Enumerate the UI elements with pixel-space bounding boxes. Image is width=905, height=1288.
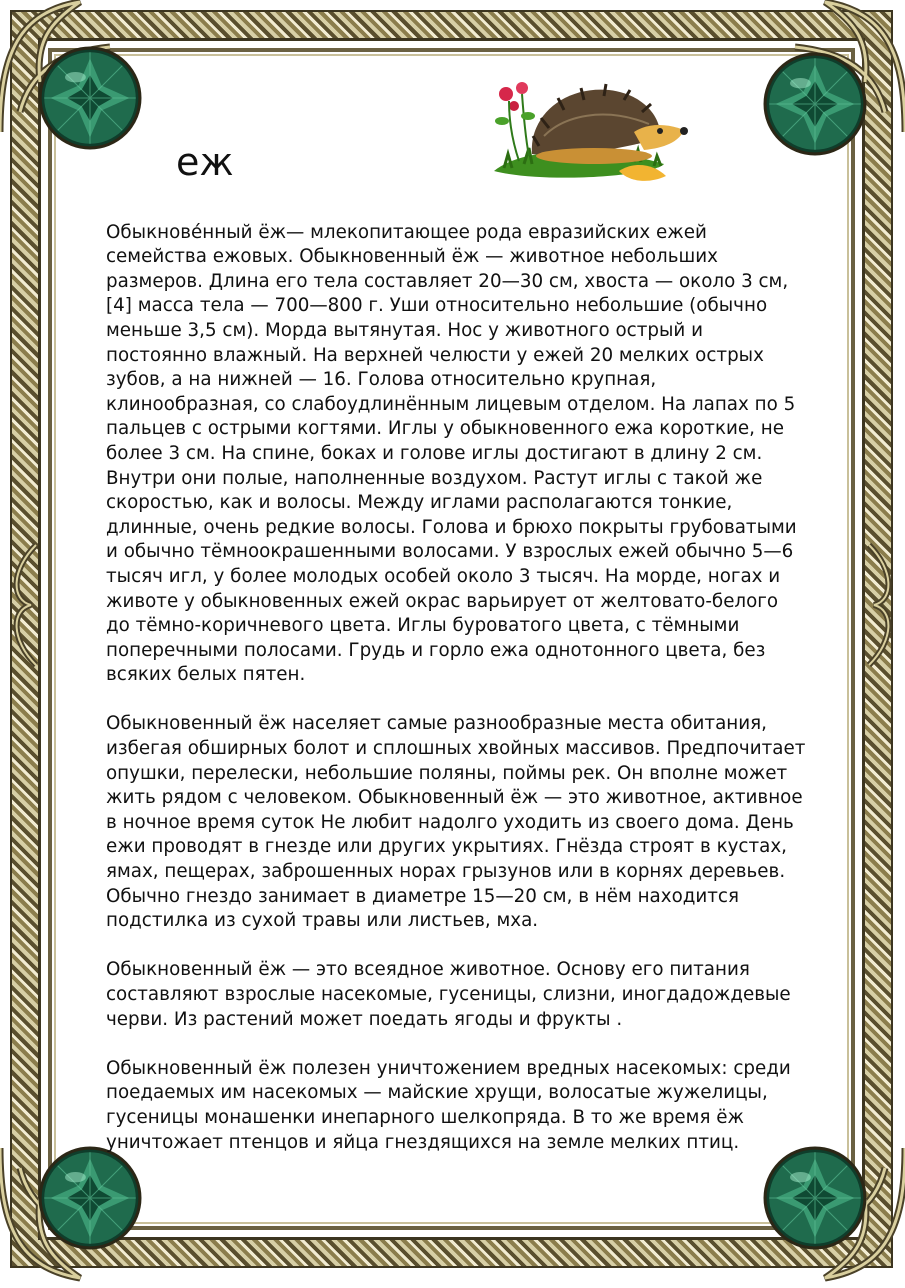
paragraph-habitat: Обыкновенный ёж населяет самые разнообразные места обитания, избегая обширных болот и сплошных хвойных массивов. Предпочитает опушки, перелески, небольшие поляны, поймы рек. Он вполне может жить рядом с человеком. Обыкновенный ёж — это животное, активное в ночное время суток Не любит надолго уходить из своего дома. День ежи проводят в гнезде или других укрытиях. Гнёзда строят в кустах, ямах, пещерах, заброшенных норах грызунов или в корнях деревьев. Обычно гнездо занимает в диаметре 15—20 см, в нём находится подстилка из сухой травы или листьев, мха. <box>106 713 806 932</box>
article-body <box>106 196 806 1180</box>
side-ornament-left <box>6 540 46 670</box>
paragraph-diet: Обыкновенный ёж — это всеядное животное. Основу его питания составляют взрослые насекомые, гусеницы, слизни, иногдадождевые черви. Из растений может поедать ягоды и фрукты . <box>106 959 791 1030</box>
paragraph-benefit: Обыкновенный ёж полезен уничтожением вредных насекомых: среди поедаемых им насекомых — майские хрущи, волосатые жужелицы, гусеницы монашенки инепарного шелкопряда. В то же время ёж уничтожает птенцов и яйца гнездящихся на земле мелких птиц. <box>106 1057 791 1153</box>
hedgehog-illustration <box>484 76 694 188</box>
emerald-gem-top-left <box>38 46 142 150</box>
side-ornament-right <box>859 540 899 670</box>
paragraph-description: Обыкнове́нный ёж— млекопитающее рода евразийских ежей семейства ежовых. Обыкновенный ёж — животное небольших размеров. Длина его тела составляет 20—30 см, хвоста — около 3 см,[4] масса тела — 700—800 г. Уши относительно небольшие (обычно меньше 3,5 см). Морда вытянутая. Нос у животного острый и постоянно влажный. На верхней челюсти у ежей 20 мелких острых зубов, а на нижней — 16. Голова относительно крупная, клинообразная, со слабоудлинённым лицевым отделом. На лапах по 5 пальцев с острыми когтями. Иглы у обыкновенного ежа короткие, не более 3 см. На спине, боках и голове иглы достигают в длину 2 см. Внутри они полые, наполненные воздухом. Растут иглы с такой же скоростью, как и волосы. Между иглами располагаются тонкие, длинные, очень редкие волосы. Голова и брюхо покрыты грубоватыми и обычно тёмноокрашенными волосами. У взрослых ежей обычно 5—6 тысяч игл, у более молодых особей около 3 тысяч. На морде, ногах и животе у обыкновенных ежей окрас варьирует от желтовато-белого до тёмно-коричневого цвета. Иглы буроватого цвета, с тёмными поперечными полосами. Грудь и горло ежа однотонного цвета, без всяких белых пятен. <box>106 221 797 686</box>
page-title: еж <box>176 140 234 184</box>
emerald-gem-top-right <box>763 52 867 156</box>
